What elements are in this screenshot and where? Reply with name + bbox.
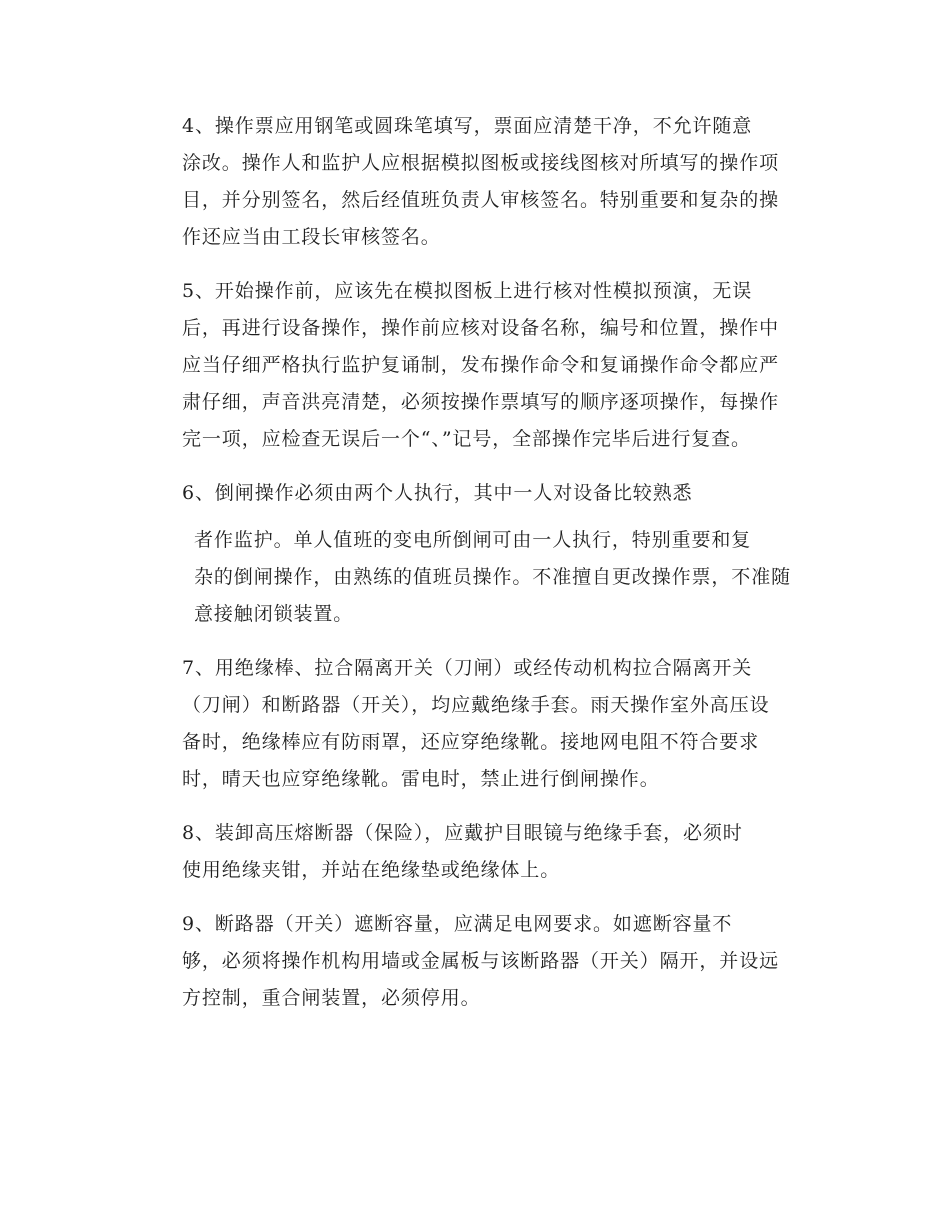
paragraph-7 [142, 650, 808, 798]
paragraph-6-continuation [142, 522, 808, 633]
text-line: 9、断路器（开关）遮断容量，应满足电网要求。如遮断容量不 [182, 913, 733, 935]
text-line: 应当仔细严格执行监护复诵制，发布操作命令和复诵操作命令都应严 [182, 354, 780, 376]
paragraph-6-head [142, 475, 808, 512]
text-line: 意接触闭锁装置。 [194, 603, 354, 625]
text-line: 后，再进行设备操作，操作前应核对设备名称，编号和位置，操作中 [182, 317, 780, 339]
text-line: 6、倒闸操作必须由两个人执行，其中一人对设备比较熟悉 [182, 482, 693, 504]
paragraph-5 [142, 273, 808, 458]
paragraph-9 [142, 906, 808, 1017]
text-line: 备时，绝缘棒应有防雨罩，还应穿绝缘靴。接地网电阻不符合要求 [182, 731, 760, 753]
text-line: 杂的倒闸操作，由熟练的值班员操作。不准擅自更改操作票，不准随 [194, 566, 792, 588]
text-line: 7、用绝缘棒、拉合隔离开关（刀闸）或经传动机构拉合隔离开关 [182, 657, 753, 679]
text-line: （刀闸）和断路器（开关），均应戴绝缘手套。雨天操作室外高压设 [182, 694, 770, 716]
text-line: 够，必须将操作机构用墙或金属板与该断路器（开关）隔开，并设远 [182, 950, 780, 972]
text-line: 完一项，应检查无误后一个“、”记号，全部操作完毕后进行复查。 [182, 428, 751, 450]
text-line: 肃仔细，声音洪亮清楚，必须按操作票填写的顺序逐项操作，每操作 [182, 391, 780, 413]
text-line: 8、装卸高压熔断器（保险），应戴护目眼镜与绝缘手套，必须时 [182, 822, 743, 844]
text-line: 作还应当由工段长审核签名。 [182, 226, 441, 248]
document-body [142, 108, 808, 1034]
text-line: 时，晴天也应穿绝缘靴。雷电时，禁止进行倒闸操作。 [182, 768, 660, 790]
text-line: 5、开始操作前，应该先在模拟图板上进行核对性模拟预演，无误 [182, 280, 753, 302]
text-line: 使用绝缘夹钳，并站在绝缘垫或绝缘体上。 [182, 859, 561, 881]
text-line: 4、操作票应用钢笔或圆珠笔填写，票面应清楚干净，不允许随意 [182, 115, 753, 137]
paragraph-4 [142, 108, 808, 256]
text-line: 者作监护。单人值班的变电所倒闸可由一人执行，特别重要和复 [194, 529, 752, 551]
text-line: 目，并分别签名，然后经值班负责人审核签名。特别重要和复杂的操 [182, 189, 780, 211]
paragraph-8 [142, 815, 808, 889]
text-line: 涂改。操作人和监护人应根据模拟图板或接线图核对所填写的操作项 [182, 152, 780, 174]
text-line: 方控制，重合闸装置，必须停用。 [182, 987, 481, 1009]
